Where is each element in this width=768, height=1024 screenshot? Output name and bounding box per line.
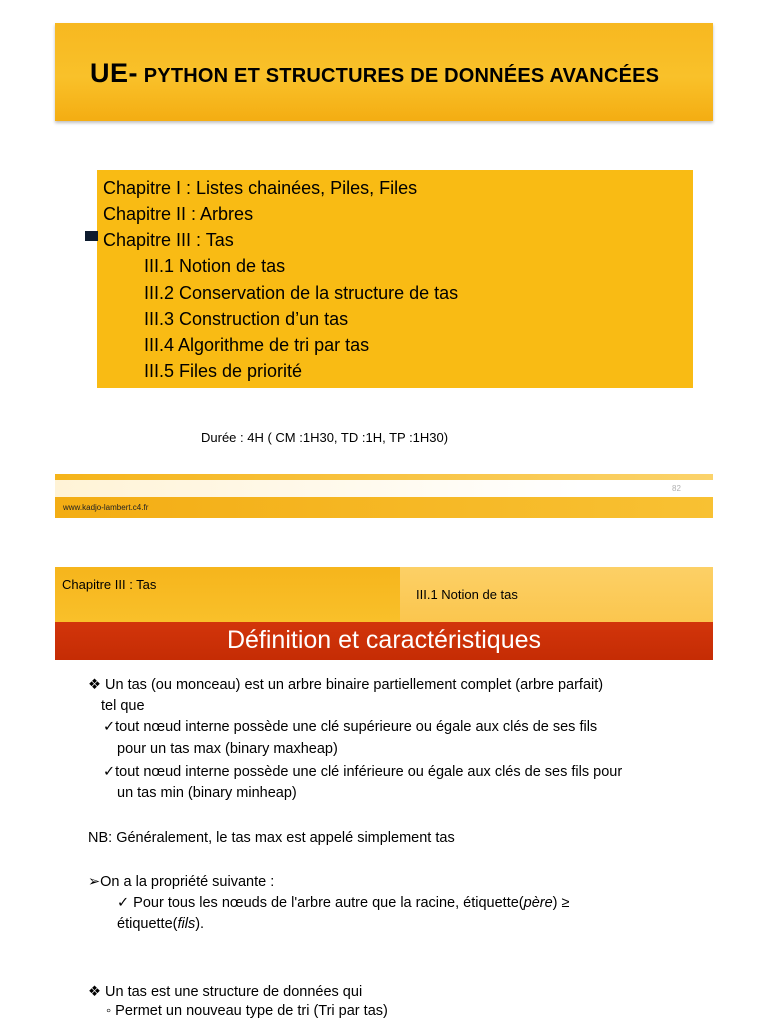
- property-line-2-a: étiquette(: [117, 916, 178, 932]
- property-line-1: [117, 893, 570, 913]
- slide1-footer-band: [55, 480, 713, 497]
- slide1-title-prefix: UE-: [90, 58, 138, 88]
- course-duration: Durée : 4H ( CM :1H30, TD :1H, TP :1H30): [201, 430, 449, 445]
- minheap-line-1: ✓tout nœud interne possède une clé inférieure ou égale aux clés de ses fils pour: [103, 764, 623, 780]
- toc-section-1: III.1 Notion de tas: [144, 256, 286, 276]
- toc-section-5: III.5 Files de priorité: [144, 361, 303, 381]
- page-number: 82: [672, 484, 681, 493]
- slide2-title: Définition et caractéristiques: [226, 626, 542, 654]
- footer-url-link[interactable]: www.kadjo-lambert.c4.fr: [63, 503, 149, 512]
- slide1-footer-url-band: [55, 497, 713, 518]
- slide2-header-left: [55, 567, 400, 622]
- toc-section-2: III.2 Conservation de la structure de tas: [144, 283, 459, 303]
- structure-line: ❖ Un tas est une structure de données qui: [88, 984, 363, 1000]
- toc-chapter-3: Chapitre III : Tas: [103, 230, 234, 250]
- property-child-term: fils: [177, 916, 196, 932]
- slide2-chapter-label: Chapitre III : Tas: [62, 577, 157, 592]
- definition-line-1: ❖ Un tas (ou monceau) est un arbre binaire partiellement complet (arbre parfait): [88, 677, 604, 693]
- property-line-1-c: ) ≥: [552, 895, 570, 911]
- property-parent-term: père: [523, 895, 553, 911]
- maxheap-line-2: pour un tas max (binary maxheap): [117, 741, 338, 757]
- property-line-2-c: ).: [195, 916, 205, 932]
- toc-section-4: III.4 Algorithme de tri par tas: [144, 335, 370, 355]
- property-intro: ➢On a la propriété suivante :: [88, 874, 275, 890]
- maxheap-line-1: ✓tout nœud interne possède une clé supérieure ou égale aux clés de ses fils: [103, 719, 598, 735]
- nb-note: NB: Généralement, le tas max est appelé simplement tas: [88, 830, 455, 846]
- toc-chapter-2: Chapitre II : Arbres: [103, 204, 254, 224]
- property-line-2: [117, 914, 204, 934]
- slide2-section-label: III.1 Notion de tas: [416, 587, 518, 602]
- toc-chapter-1: Chapitre I : Listes chainées, Piles, Files: [103, 178, 418, 198]
- slide1-title-rest: PYTHON ET STRUCTURES DE DONNÉES AVANCÉES: [138, 65, 660, 87]
- slide1-title: [90, 58, 659, 89]
- current-chapter-bullet-icon: [85, 231, 98, 241]
- structure-sub-item: ◦ Permet un nouveau type de tri (Tri par tas): [106, 1003, 388, 1019]
- minheap-line-2: un tas min (binary minheap): [117, 785, 297, 801]
- property-line-1-a: ✓ Pour tous les nœuds de l'arbre autre que la racine, étiquette(: [117, 895, 524, 911]
- definition-line-2: tel que: [101, 698, 145, 714]
- toc-section-3: III.3 Construction d’un tas: [144, 309, 349, 329]
